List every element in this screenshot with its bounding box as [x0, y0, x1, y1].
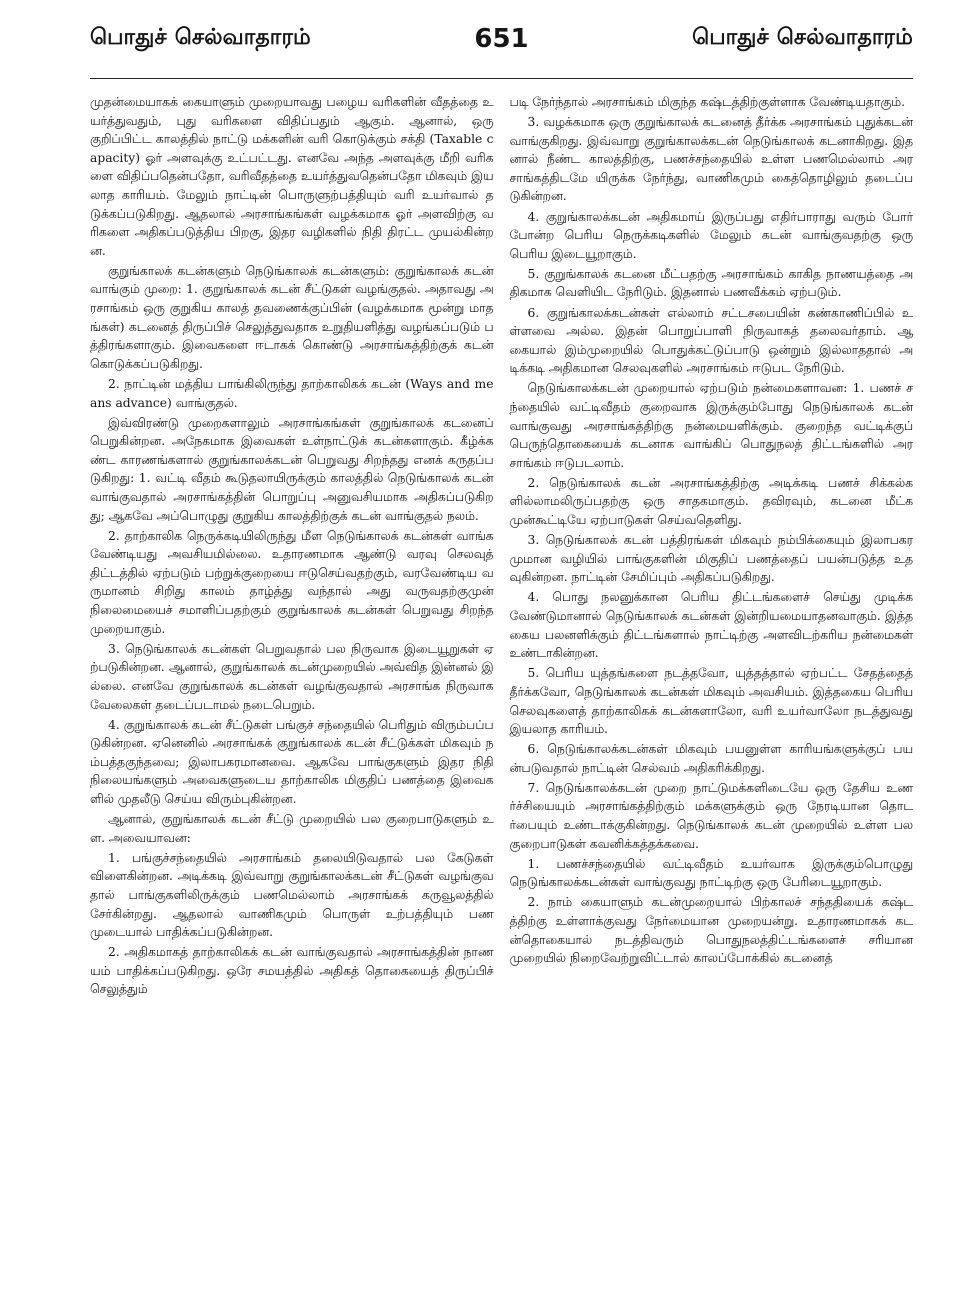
paragraph: 2. அதிகமாகத் தாற்காலிகக் கடன் வாங்குவதால் அரசாங்கத்தின் நாணயம் பாதிக்கப்படுகிறது. ஒரே சமயத்தில் அதிகத் தொகையைத் திருப்பிச் செலுத்தும் [90, 945, 494, 997]
paragraph: 3. நெடுங்காலக் கடன்கள் பெறுவதால் பல நிருவாக இடையூறுகள் ஏற்படுகின்றன. ஆனால், குறுங்காலக் கடன்முறையில் அவ்வித இன்னல் இல்லை. எனவே குறுங்காலக் கடன்கள் வழங்குவதால் அரசாங்க நிருவாக வேலைகள் தடைப்படாமல் நடைபெறும். [90, 641, 494, 712]
page-number: 651 [474, 24, 529, 54]
page-header [90, 0, 913, 79]
paragraph: 1. பணச்சந்தையில் வட்டிவீதம் உயர்வாக இருக்கும்பொழுது நெடுங்காலக்கடன்கள் வாங்குவது நாட்டிற்கு ஒரு பேரிடையூறாகும். [509, 856, 913, 890]
paragraph: படி நேர்ந்தால் அரசாங்கம் மிகுந்த கஷ்டத்திற்குள்ளாக வேண்டியதாகும். [509, 95, 905, 109]
paragraph: இவ்விரண்டு முறைகளாலும் அரசாங்கங்கள் குறுங்காலக் கடனைப் பெறுகின்றன. அநேகமாக இவைகள் உள்நாட்டுக் கடன்களாகும். கீழ்க்கண்ட காரணங்களால் குறுங்காலக்கடன் பெறுவது சிறந்தது எனக் கருதப்படுகிறது: 1. வட்டி வீதம் கூடுதலாயிருக்கும் காலத்தில் நெடுங்காலக் கடன் வாங்குவதால் அரசாங்கத்தின் பொறுப்பு அனுவசியமாக அதிகப்படுகிறது; ஆகவே அப்பொழுது குறுகிய காலத்திற்குக் கடன் வாங்குதல் நலம். [90, 415, 494, 523]
paragraph: 5. குறுங்காலக் கடனை மீட்பதற்கு அரசாங்கம் காகித நாணயத்தை அதிகமாக வெளியிட நேரிடும். இதனால் பணவீக்கம் ஏற்படும். [509, 266, 913, 300]
paragraph: 5. பெரிய யுத்தங்களை நடத்தவோ, யுத்தத்தால் ஏற்பட்ட சேதத்தைத் தீர்க்கவோ, நெடுங்காலக் கடன்கள் மிகவும் அவசியம். இத்தகைய பெரிய செலவுகளைத் தாற்காலிகக் கடன்களாலோ, வரி உயர்வாலோ நடத்துவது இயலாத காரியம். [509, 666, 913, 737]
paragraph: 2. தாற்காலிக நெருக்கடியிலிருந்து மீள நெடுங்காலக் கடன்கள் வாங்கவேண்டியது அவசியமில்லை. உதாரணமாக ஆண்டு வரவு செலவுத் திட்டத்தில் ஏற்படும் பற்றுக்குறையை ஈடுசெய்வதற்கும், வரவேண்டிய வருமானம் சிறிது காலம் தாழ்த்து வந்தால் அது வருவதற்குமுன் நிலைமையைச் சமாளிப்பதற்கும் குறுங்காலக் கடன்கள் பெறுவது சிறந்த முறையாகும். [90, 528, 494, 636]
paragraph: முதன்மையாகக் கையாளும் முறையாவது பழைய வரிகளின் வீதத்தை உயர்த்துவதும், புது வரிகளை விதிப்பதும் ஆகும். ஆனால், ஒரு குறிப்பிட்ட காலத்தில் நாட்டு மக்களின் வரி கொடுக்கும் சக்தி (Taxable capacity) ஓர் அளவுக்கு உட்பட்டது. எனவே அந்த அளவுக்கு மீறி வரிகளை விதிப்பதென்பதோ, வரிவீதத்தை உயர்த்துவதென்பதோ மிகவும் இயலாத காரியம். மேலும் நாட்டின் பொருளுற்பத்தியும் வரி உயர்வால் தடுக்கப்படுகிறது. ஆதலால் அரசாங்கங்கள் வழக்கமாக ஓர் அளவிற்கு வரிகளை அதிகப்படுத்திய பிறகு, இதர வழிகளில் நிதி திரட்ட முயல்கின்றன. [90, 95, 494, 258]
running-title-right: பொதுச் செல்வாதாரம் [692, 25, 913, 50]
paragraph: 7. நெடுங்காலக்கடன் முறை நாட்டுமக்களிடையே ஒரு தேசிய உணர்ச்சியையும் அரசாங்கத்திற்கும் மக்களுக்கும் ஒரு நேரடியான தொடர்பையும் உண்டாக்குகின்றது. நெடுங்காலக் கடன் முறையில் உள்ள பல குறைபாடுகள் கவனிக்கத்தக்கவை. [509, 780, 913, 851]
paragraph: 3. வழக்கமாக ஒரு குறுங்காலக் கடனைத் தீர்க்க அரசாங்கம் புதுக்கடன் வாங்குகிறது. இவ்வாறு குறுங்காலக்கடன் நெடுங்காலக் கடனாகிறது. இதனால் நீண்ட காலத்திற்கு, பணச்சந்தையில் உள்ள பணமெல்லாம் அரசாங்கத்திடமே யிருக்க நேர்ந்து, வாணிகமும் கைத்தொழிலும் தடைப்படுகின்றன. [509, 115, 913, 204]
paragraph: 4. குறுங்காலக்கடன் அதிகமாய் இருப்பது எதிர்பாராது வரும் போர் போன்ற பெரிய நெருக்கடிகளில் மேலும் கடன் வாங்குவதற்கு ஒரு பெரிய இடையூறாகும். [509, 209, 913, 261]
paragraph: ஆனால், குறுங்காலக் கடன் சீட்டு முறையில் பல குறைபாடுகளும் உள. அவையாவன: [90, 812, 494, 845]
paragraph: 1. பங்குச்சந்தையில் அரசாங்கம் தலையிடுவதால் பல கேடுகள் விளைகின்றன. அடிக்கடி இவ்வாறு குறுங்காலக்கடன் சீட்டுகள் வழங்குவதால் பாங்குகளிலிருக்கும் பணமெல்லாம் அரசாங்கக் கருவூலத்தில் சேர்கின்றது. ஆதலால் வாணிகமும் பொருள் உற்பத்தியும் பணமுடையால் பாதிக்கப்படுகின்றன. [90, 850, 494, 940]
paragraph: 6. நெடுங்காலக்கடன்கள் மிகவும் பயனுள்ள காரியங்களுக்குப் பயன்படுவதால் நாட்டின் செல்வம் அதிகரிக்கிறது. [509, 742, 913, 775]
right-column [510, 93, 914, 1001]
paragraph: 2. நாம் கையாளும் கடன்முறையால் பிற்காலச் சந்ததியைக் கஷ்டத்திற்கு உள்ளாக்குவது நேர்மையான முறையன்று. உதாரணமாகக் கடன்தொகையால் நடத்திவரும் பொதுநலத்திட்டங்களைச் சரியான முறையில் நிறைவேற்றுவிட்டால் காலப்போக்கில் கடனைத் [509, 895, 913, 966]
paragraph: 2. நாட்டின் மத்திய பாங்கிலிருந்து தாற்காலிகக் கடன் (Ways and means advance) வாங்குதல். [90, 376, 494, 410]
running-title-left: பொதுச் செல்வாதாரம் [90, 25, 311, 50]
paragraph: 2. நெடுங்காலக் கடன் அரசாங்கத்திற்கு அடிக்கடி பணச் சிக்கல்களில்லாமலிருப்பதற்கு ஒரு சாதகமாகும். தவிரவும், கடனை மீட்க முன்கூட்டியே ஏற்பாடுகள் செய்வதெளிது. [509, 475, 913, 528]
paragraph: 6. குறுங்காலக்கடன்கள் எல்லாம் சட்டசபையின் கண்காணிப்பில் உள்ளவை அல்ல. இதன் பொறுப்பாளி நிருவாகத் தலைவர்தாம். ஆகையால் இம்முறையில் பொதுக்கட்டுப்பாடு ஒன்றும் இல்லாததால் அடிக்கடி அதிகமான செலவுகளில் அரசாங்கம் ஈடுபட நேரிடும். [509, 305, 913, 376]
paragraph: குறுங்காலக் கடன்களும் நெடுங்காலக் கடன்களும்: குறுங்காலக் கடன் வாங்கும் முறை: 1. குறுங்காலக் கடன் சீட்டுகள் வழங்குதல். அதாவது அரசாங்கம் ஒரு குறுகிய காலத் தவணைக்குப்பின் (வழக்கமாக மூன்று மாதங்கள்) கடனைத் திருப்பிச் செலுத்துவதாக உறுதியளித்து வழங்கப்படும் பத்திரங்களாகும். இவைகளை ஈடாகக் கொண்டு அரசாங்கத்திற்குக் கடன் கொடுக்கப்படுகிறது. [90, 263, 494, 371]
paragraph: 4. குறுங்காலக் கடன் சீட்டுகள் பங்குச் சந்தையில் பெரிதும் விரும்பப்படுகின்றன. ஏனெனில் அரசாங்கக் குறுங்காலக் கடன் சீட்டுக்கள் மிகவும் நம்பத்தகுந்தவை; இலாபகரமானவை. ஆகவே பாங்குகளும் இதர நிதி நிலையங்களும் அவைகளுடைய தாற்காலிக மிகுதிப் பணத்தை இவைகளில் முதலீடு செய்ய விரும்புகின்றன. [90, 717, 494, 806]
paragraph: 3. நெடுங்காலக் கடன் பத்திரங்கள் மிகவும் நம்பிக்கையும் இலாபகரமுமான வழியில் பாங்குகளின் மிகுதிப் பணத்தைப் பயன்படுத்த உதவுகின்றன. நாட்டின் சேமிப்பும் அதிகப்படுகிறது. [509, 533, 913, 585]
text-columns [90, 93, 913, 1001]
paragraph: நெடுங்காலக்கடன் முறையால் ஏற்படும் நன்மைகளாவன: 1. பணச் சந்தையில் வட்டிவீதம் குறைவாக இருக்கும்போது நெடுங்காலக் கடன் வாங்குவது அரசாங்கத்திற்கு நன்மையளிக்கும். குறைந்த வட்டிக்குப் பெருந்தொகையைக் கடனாக வாங்கிப் பொதுநலத் திட்டங்களில் அரசாங்கம் ஈடுபடலாம். [509, 381, 913, 470]
left-column [90, 93, 494, 1001]
paragraph: 4. பொது நலனுக்கான பெரிய திட்டங்களைச் செய்து முடிக்க வேண்டுமானால் நெடுங்காலக் கடன்கள் இன்றியமையாதனவாகும். இத்தகைய பலனளிக்கும் திட்டங்களால் நாட்டிற்கு அளவிடற்கரிய நன்மைகள் உண்டாகின்றன. [509, 590, 913, 661]
